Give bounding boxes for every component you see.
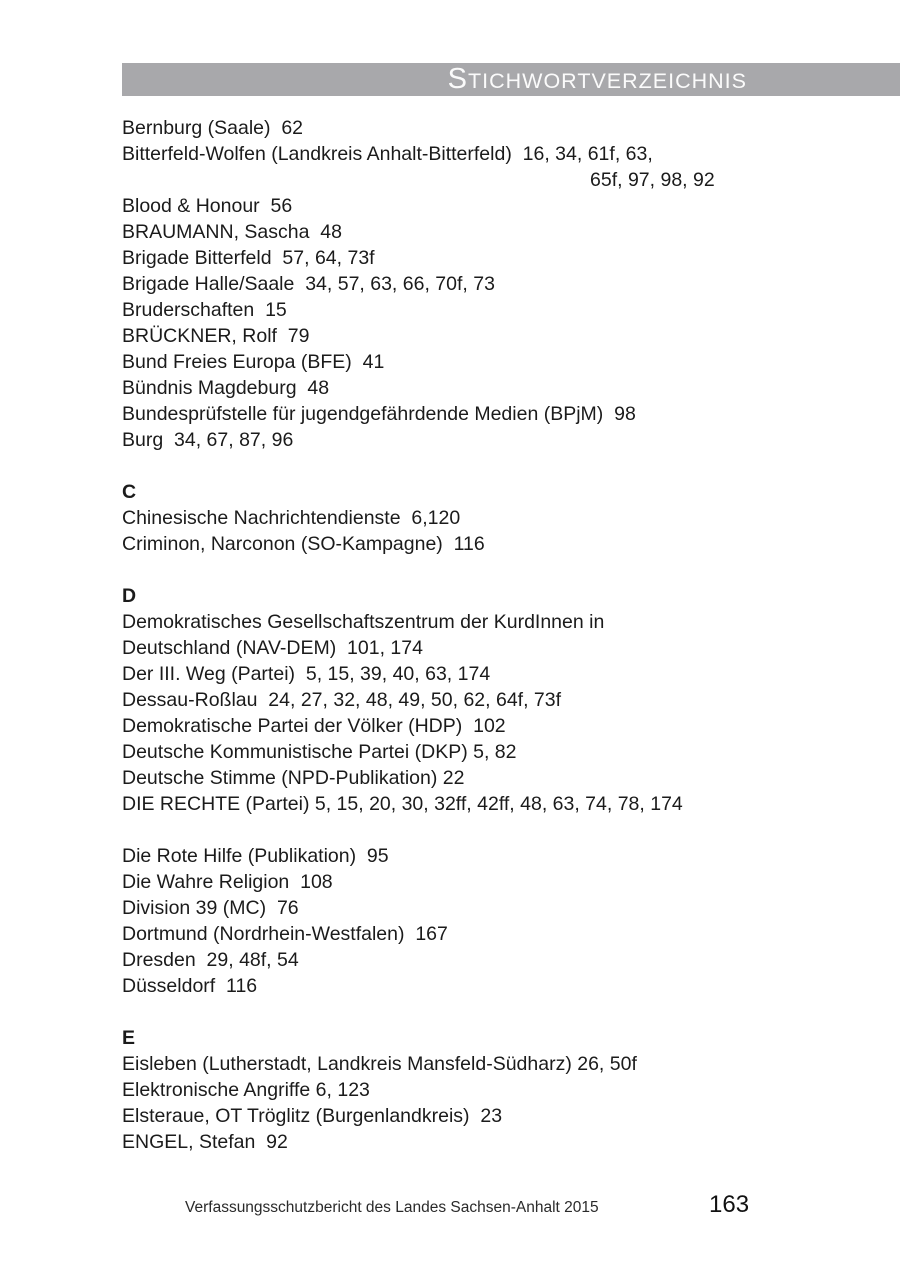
section-letter-c: C bbox=[122, 481, 137, 503]
section-letter-d: D bbox=[122, 585, 137, 607]
index-entry-line: Brigade Bitterfeld 57, 64, 73f bbox=[122, 247, 375, 269]
page-title bbox=[448, 65, 747, 94]
index-blank-line bbox=[122, 817, 882, 843]
index-entry-line: Dessau-Roßlau 24, 27, 32, 48, 49, 50, 62, 64f, 73f bbox=[122, 689, 562, 711]
index-entry-line: Division 39 (MC) 76 bbox=[122, 897, 299, 919]
index-entry-line: Elsteraue, OT Tröglitz (Burgenlandkreis) 23 bbox=[122, 1105, 503, 1127]
index-entry-line: Dortmund (Nordrhein-Westfalen) 167 bbox=[122, 923, 448, 945]
index-entry-line: Bundesprüfstelle für jugendgefährdende Medien (BPjM) 98 bbox=[122, 403, 636, 425]
section-gap bbox=[122, 999, 882, 1025]
index-entry-line: Deutsche Stimme (NPD-Publikation) 22 bbox=[122, 767, 465, 789]
header-bar bbox=[122, 63, 900, 96]
index-entry-line: Eisleben (Lutherstadt, Landkreis Mansfeld-Südharz) 26, 50f bbox=[122, 1053, 637, 1075]
index-entry-line: DIE RECHTE (Partei) 5, 15, 20, 30, 32ff, 42ff, 48, 63, 74, 78, 174 bbox=[122, 793, 683, 815]
index-entry-line: 65f, 97, 98, 92 bbox=[590, 169, 715, 191]
index-entry-line: Elektronische Angriffe 6, 123 bbox=[122, 1079, 370, 1101]
index-entry-line: BRAUMANN, Sascha 48 bbox=[122, 221, 342, 243]
page-title-rest: TICHWORTVERZEICHNIS bbox=[468, 69, 747, 93]
index-entry-line: BRÜCKNER, Rolf 79 bbox=[122, 325, 310, 347]
page-title-initial: S bbox=[447, 63, 468, 95]
index-entry-line: Bruderschaften 15 bbox=[122, 299, 287, 321]
index-entry-line: Die Rote Hilfe (Publikation) 95 bbox=[122, 845, 389, 867]
index-entry-line: Deutschland (NAV-DEM) 101, 174 bbox=[122, 637, 423, 659]
index-entry-line: Burg 34, 67, 87, 96 bbox=[122, 429, 294, 451]
index-entry-line: Bernburg (Saale) 62 bbox=[122, 117, 304, 139]
section-gap bbox=[122, 453, 882, 479]
index-entry-line: Der III. Weg (Partei) 5, 15, 39, 40, 63, 174 bbox=[122, 663, 491, 685]
index-entry-line: Bund Freies Europa (BFE) 41 bbox=[122, 351, 385, 373]
index-entry-line: Brigade Halle/Saale 34, 57, 63, 66, 70f, 73 bbox=[122, 273, 495, 295]
index-entry-line: Criminon, Narconon (SO-Kampagne) 116 bbox=[122, 533, 485, 555]
index-entry-line: Die Wahre Religion 108 bbox=[122, 871, 333, 893]
section-letter-e: E bbox=[122, 1027, 136, 1049]
index-entry-line: Chinesische Nachrichtendienste 6,120 bbox=[122, 507, 461, 529]
footer-page-number: 163 bbox=[709, 1191, 750, 1218]
index-entry-line: Deutsche Kommunistische Partei (DKP) 5, 82 bbox=[122, 741, 517, 763]
section-gap bbox=[122, 557, 882, 583]
index-entry-line: ENGEL, Stefan 92 bbox=[122, 1131, 288, 1153]
index-entry-line: Dresden 29, 48f, 54 bbox=[122, 949, 299, 971]
index-entry-line: Blood & Honour 56 bbox=[122, 195, 293, 217]
index-entry-line: Düsseldorf 116 bbox=[122, 975, 258, 997]
index-list bbox=[122, 115, 882, 1155]
footer-document-title: Verfassungsschutzbericht des Landes Sachsen-Anhalt 2015 bbox=[185, 1199, 599, 1216]
index-entry-line: Demokratisches Gesellschaftszentrum der KurdInnen in bbox=[122, 611, 605, 633]
index-entry-line: Bündnis Magdeburg 48 bbox=[122, 377, 330, 399]
index-entry-line: Demokratische Partei der Völker (HDP) 102 bbox=[122, 715, 506, 737]
index-entry-line: Bitterfeld-Wolfen (Landkreis Anhalt-Bitterfeld) 16, 34, 61f, 63, bbox=[122, 143, 653, 165]
